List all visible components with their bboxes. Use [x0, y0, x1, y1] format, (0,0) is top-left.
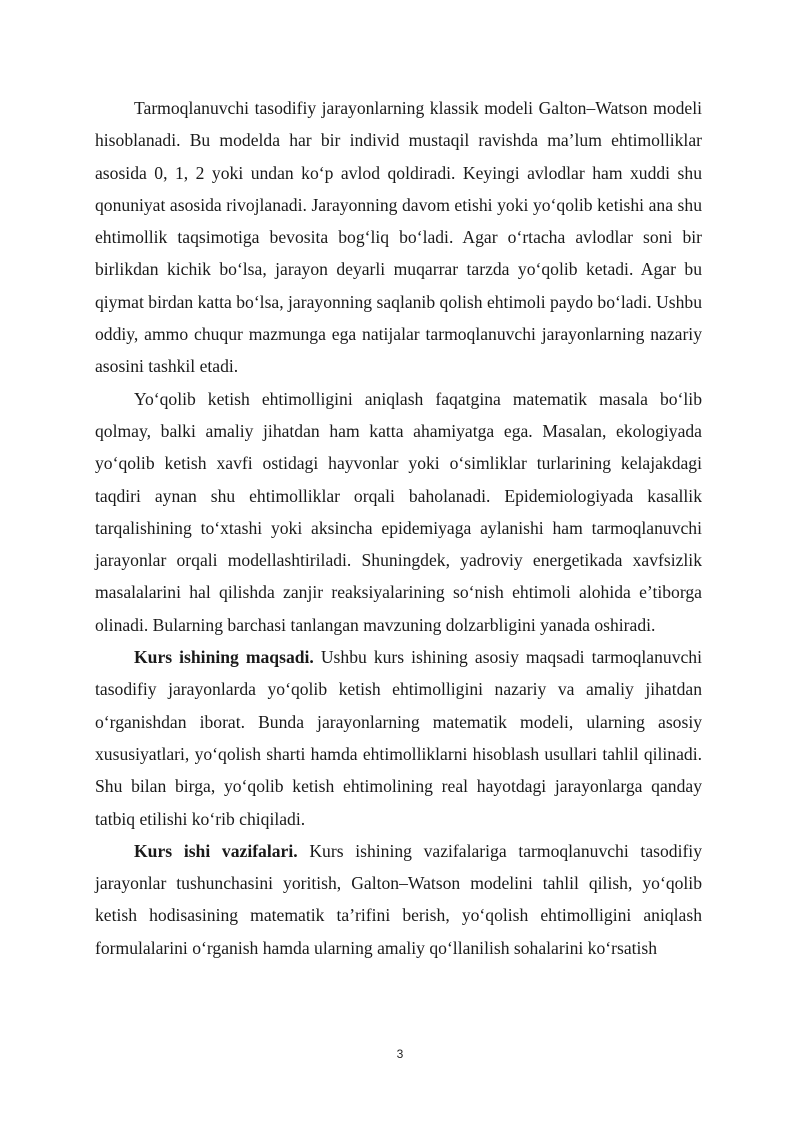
paragraph-text: Kurs ishining vazifalariga tarmoqlanuvchi tasodifiy jarayonlar tushunchasini yoritish, Galton–Watson modelini tahlil qilish, yo‘qolib ketish hodisasining matematik ta’rifini berish, yo‘qolish ehtimolligini aniqlash formulalarini o‘rganish hamda ularning amaliy qo‘llanilish sohalarini ko‘rsatish — [95, 840, 702, 958]
paragraph-text: Ushbu kurs ishining asosiy maqsadi tarmoqlanuvchi tasodifiy jarayonlarda yo‘qolib ketish ehtimolligini nazariy va amaliy jihatdan o‘rganishdan iborat. Bunda jarayonlarning matematik modeli, ularning asosiy xususiyatlari, yo‘qolish sharti hamda ehtimolliklarni hisoblash usullari tahlil qilinadi. Shu bilan birga, yo‘qolib ketish ehtimolining real hayotdagi jarayonlarga qanday tatbiq etilishi ko‘rib chiqiladi. — [95, 647, 702, 829]
paragraph-heading: Kurs ishi vazifalari. — [134, 840, 298, 861]
paragraph-heading: Kurs ishining maqsadi. — [134, 647, 314, 668]
paragraph-course-goal — [95, 641, 702, 835]
paragraph-extinction-importance — [95, 383, 702, 641]
paragraph-course-tasks — [95, 835, 702, 964]
body-text — [95, 92, 702, 964]
paragraph-text: Yo‘qolib ketish ehtimolligini aniqlash faqatgina matematik masala bo‘lib qolmay, balki amaliy jihatdan ham katta ahamiyatga ega. Masalan, ekologiyada yo‘qolib ketish xavfi ostidagi hayvonlar yoki o‘simliklar turlarining kelajakdagi taqdiri aynan shu ehtimolliklar orqali baholanadi. Epidemiologiyada kasallik tarqalishining to‘xtashi yoki aksincha epidemiyaga aylanishi ham tarmoqlanuvchi jarayonlar orqali modellashtiriladi. Shuningdek, yadroviy energetikada xavfsizlik masalalarini hal qilishda zanjir reaksiyalarining so‘nish ehtimoli alohida e’tiborga olinadi. Bularning barchasi tanlangan mavzuning dolzarbligini yanada oshiradi. — [95, 388, 702, 635]
paragraph-galton-watson — [95, 92, 702, 383]
paragraph-text: Tarmoqlanuvchi tasodifiy jarayonlarning klassik modeli Galton–Watson modeli hisoblanadi. Bu modelda har bir individ mustaqil ravishda ma’lum ehtimolliklar asosida 0, 1, 2 yoki undan ko‘p avlod qoldiradi. Keyingi avlodlar ham xuddi shu qonuniyat asosida rivojlanadi. Jarayonning davom etishi yoki yo‘qolib ketishi ana shu ehtimollik taqsimotiga bevosita bog‘liq bo‘ladi. Agar o‘rtacha avlodlar soni bir birlikdan kichik bo‘lsa, jarayon deyarli muqarrar tarzda yo‘qolib ketadi. Agar bu qiymat birdan katta bo‘lsa, jarayonning saqlanib qolish ehtimoli paydo bo‘ladi. Ushbu oddiy, ammo chuqur mazmunga ega natijalar tarmoqlanuvchi jarayonlarning nazariy asosini tashkil etadi. — [95, 98, 702, 377]
page-number: 3 — [396, 1047, 404, 1061]
